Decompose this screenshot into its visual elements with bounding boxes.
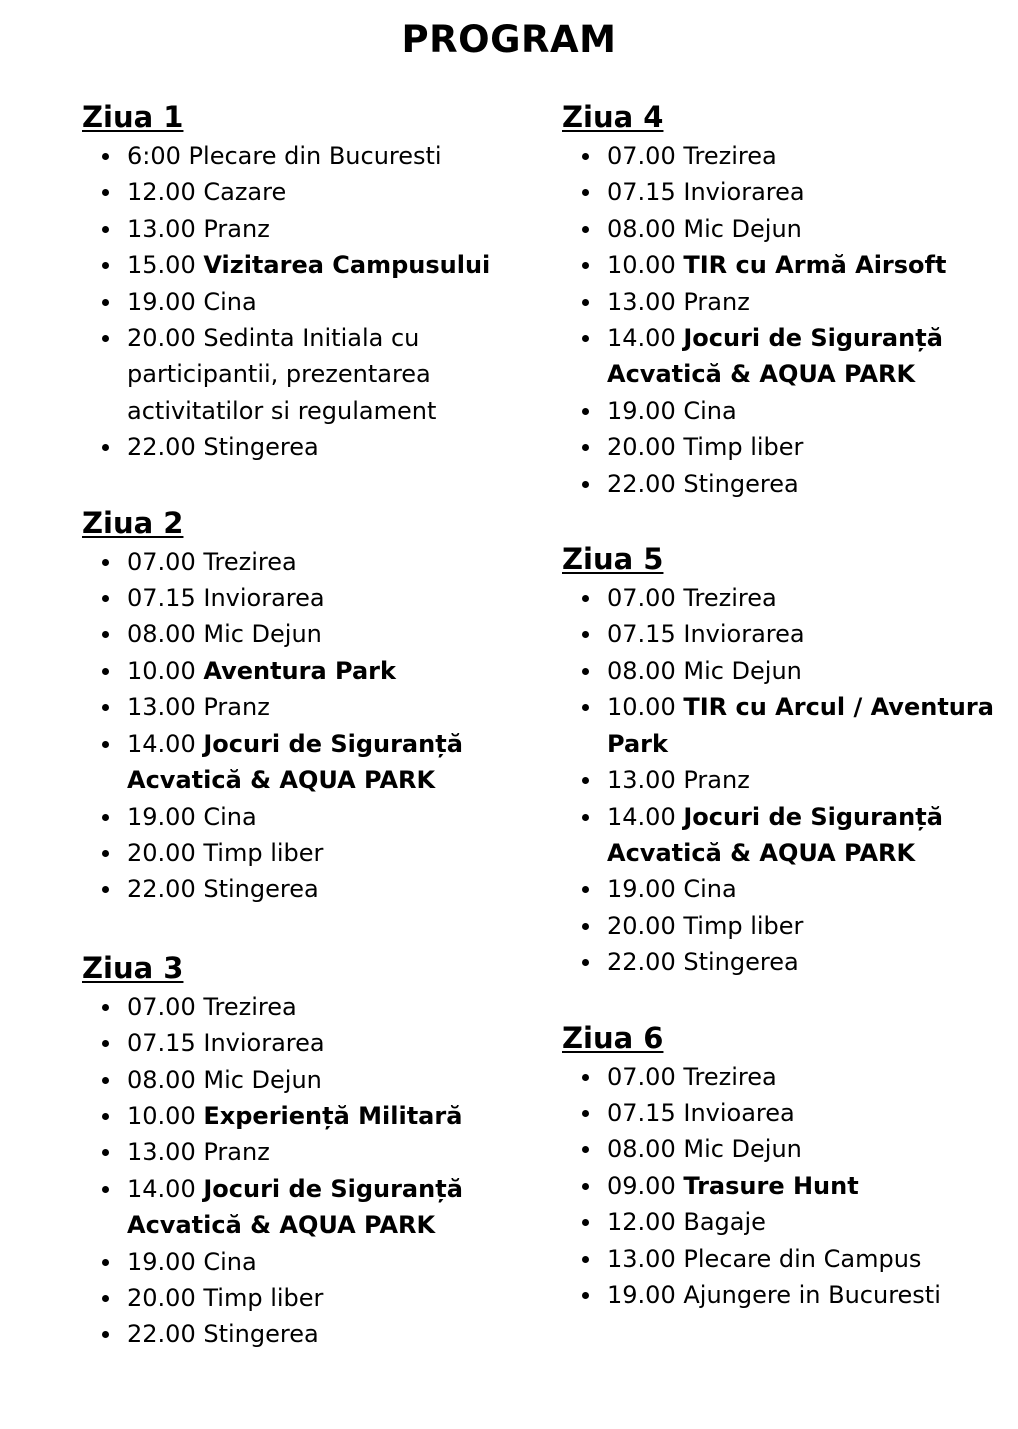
schedule-item	[607, 466, 1002, 502]
schedule-item	[607, 1059, 1002, 1095]
schedule-item	[127, 871, 522, 907]
schedule-time: 13.00	[127, 1138, 196, 1167]
schedule-time: 08.00	[127, 620, 196, 649]
schedule-activity: Sedinta Initiala cu participantii, prezentarea activitatilor si regulament	[127, 324, 437, 425]
schedule-item	[607, 762, 1002, 798]
schedule-activity: TIR cu Arcul / Aventura Park	[607, 693, 994, 758]
schedule-item	[607, 174, 1002, 210]
day-heading: Ziua 5	[562, 542, 664, 577]
schedule-item	[607, 616, 1002, 652]
schedule-activity: Ajungere in Bucuresti	[683, 1280, 941, 1309]
schedule-item	[607, 247, 1002, 283]
schedule-activity: Experiență Militară	[203, 1101, 463, 1130]
schedule-activity: Inviorarea	[683, 178, 805, 207]
schedule-item	[607, 429, 1002, 465]
schedule-item	[607, 1204, 1002, 1240]
schedule-time: 12.00	[127, 178, 196, 207]
schedule-activity: Stingerea	[203, 875, 319, 904]
schedule-time: 12.00	[607, 1208, 676, 1237]
schedule-activity: Trezirea	[683, 1062, 777, 1091]
schedule-item	[127, 1134, 522, 1170]
schedule-time: 10.00	[127, 656, 196, 685]
schedule-activity: Stingerea	[683, 469, 799, 498]
schedule-time: 10.00	[607, 251, 676, 280]
schedule-time: 14.00	[607, 802, 676, 831]
schedule-list	[82, 138, 522, 466]
schedule-item	[127, 1171, 522, 1244]
schedule-activity: Vizitarea Campusului	[203, 251, 491, 280]
schedule-activity: Cina	[203, 1247, 257, 1276]
schedule-time: 07.15	[127, 1029, 196, 1058]
schedule-time: 08.00	[127, 1065, 196, 1094]
schedule-activity: Stingerea	[203, 1320, 319, 1349]
schedule-time: 08.00	[607, 1135, 676, 1164]
schedule-item	[607, 393, 1002, 429]
schedule-activity: Inviorarea	[203, 584, 325, 613]
day-heading: Ziua 4	[562, 100, 664, 134]
schedule-time: 15.00	[127, 251, 196, 280]
schedule-time: 20.00	[607, 433, 676, 462]
day-heading: Ziua 6	[562, 1020, 664, 1055]
schedule-time: 13.00	[607, 766, 676, 795]
schedule-activity: Cina	[203, 802, 257, 831]
schedule-item	[607, 211, 1002, 247]
schedule-item	[127, 616, 522, 652]
schedule-activity: Timp liber	[683, 911, 804, 940]
schedule-activity: Jocuri de Siguranță Acvatică & AQUA PARK	[127, 1174, 463, 1240]
page-title: PROGRAM	[401, 18, 617, 61]
schedule-activity: Aventura Park	[203, 656, 396, 685]
schedule-item	[607, 1277, 1002, 1313]
schedule-time: 19.00	[127, 1247, 196, 1276]
schedule-time: 22.00	[127, 875, 196, 904]
schedule-item	[607, 871, 1002, 907]
schedule-activity: Pranz	[683, 287, 750, 316]
schedule-activity: Plecare din Bucuresti	[188, 142, 442, 170]
schedule-activity: Mic Dejun	[203, 620, 322, 649]
schedule-time: 07.00	[607, 584, 676, 613]
schedule-item	[127, 284, 522, 320]
schedule-time: 20.00	[607, 911, 676, 940]
schedule-activity: Pranz	[203, 693, 270, 722]
schedule-activity: Pranz	[683, 766, 750, 795]
schedule-activity: Pranz	[203, 214, 270, 243]
schedule-item	[127, 544, 522, 580]
schedule-item	[607, 799, 1002, 872]
schedule-item	[127, 1098, 522, 1134]
schedule-activity: TIR cu Armă Airsoft	[683, 251, 947, 280]
schedule-list	[562, 138, 1002, 502]
section-spacer	[82, 466, 522, 504]
schedule-activity: Timp liber	[203, 838, 324, 867]
day-heading: Ziua 3	[82, 950, 184, 985]
schedule-time: 20.00	[127, 324, 196, 353]
schedule-item	[127, 1280, 522, 1316]
schedule-time: 07.15	[607, 1098, 676, 1127]
schedule-item	[127, 247, 522, 283]
day-section	[562, 540, 1002, 980]
schedule-item	[127, 1316, 522, 1352]
schedule-item	[607, 1095, 1002, 1131]
schedule-activity: Timp liber	[203, 1283, 324, 1312]
schedule-item	[127, 1025, 522, 1061]
schedule-time: 07.00	[127, 547, 196, 576]
schedule-time: 22.00	[607, 469, 676, 498]
section-spacer	[562, 502, 1002, 540]
schedule-item	[607, 580, 1002, 616]
schedule-time: 19.00	[607, 1280, 676, 1309]
schedule-time: 10.00	[607, 693, 676, 722]
day-heading: Ziua 2	[82, 505, 184, 540]
schedule-item	[127, 1062, 522, 1098]
schedule-list	[562, 1059, 1002, 1314]
schedule-time: 07.00	[607, 1062, 676, 1091]
schedule-item	[607, 138, 1002, 174]
schedule-time: 07.15	[607, 178, 676, 207]
schedule-item	[127, 1244, 522, 1280]
schedule-activity: Trezirea	[683, 584, 777, 613]
schedule-time: 22.00	[607, 948, 676, 977]
schedule-list	[82, 989, 522, 1353]
schedule-time: 07.00	[607, 142, 676, 170]
schedule-item	[127, 211, 522, 247]
schedule-time: 07.15	[607, 620, 676, 649]
schedule-item	[127, 429, 522, 465]
schedule-item	[607, 1131, 1002, 1167]
schedule-activity: Trasure Hunt	[683, 1171, 859, 1200]
schedule-time: 10.00	[127, 1101, 196, 1130]
schedule-activity: Cina	[683, 396, 737, 425]
day-section	[562, 1019, 1002, 1314]
schedule-activity: Trezirea	[683, 142, 777, 170]
schedule-item	[127, 726, 522, 799]
schedule-time: 13.00	[607, 1244, 676, 1273]
day-heading: Ziua 1	[82, 100, 184, 134]
schedule-time: 13.00	[127, 214, 196, 243]
left-column	[82, 98, 522, 1353]
schedule-item	[607, 1168, 1002, 1204]
schedule-activity: Jocuri de Siguranță Acvatică & AQUA PARK	[607, 324, 943, 389]
schedule-activity: Bagaje	[683, 1208, 766, 1237]
schedule-activity: Mic Dejun	[683, 214, 802, 243]
schedule-item	[127, 580, 522, 616]
schedule-activity: Jocuri de Siguranță Acvatică & AQUA PARK	[607, 802, 943, 867]
schedule-item	[607, 908, 1002, 944]
schedule-item	[127, 799, 522, 835]
schedule-time: 13.00	[607, 287, 676, 316]
day-section	[82, 98, 522, 466]
schedule-item	[607, 689, 1002, 762]
schedule-item	[127, 835, 522, 871]
schedule-activity: Mic Dejun	[203, 1065, 322, 1094]
schedule-time: 20.00	[127, 1283, 196, 1312]
schedule-time: 08.00	[607, 656, 676, 685]
schedule-item	[127, 320, 522, 429]
schedule-time: 14.00	[127, 729, 196, 758]
schedule-activity: Cina	[203, 287, 257, 316]
schedule-time: 14.00	[127, 1174, 196, 1203]
schedule-activity: Stingerea	[203, 433, 319, 462]
schedule-activity: Timp liber	[683, 433, 804, 462]
schedule-list	[562, 580, 1002, 980]
right-column	[562, 98, 1002, 1313]
day-section	[562, 98, 1002, 502]
schedule-time: 07.00	[127, 992, 196, 1021]
schedule-time: 6:00	[127, 142, 181, 170]
schedule-activity: Invioarea	[683, 1098, 795, 1127]
schedule-time: 08.00	[607, 214, 676, 243]
schedule-activity: Mic Dejun	[683, 656, 802, 685]
schedule-time: 19.00	[607, 875, 676, 904]
schedule-activity: Jocuri de Siguranță Acvatică & AQUA PARK	[127, 729, 463, 795]
schedule-item	[127, 174, 522, 210]
schedule-item	[607, 1241, 1002, 1277]
schedule-time: 22.00	[127, 1320, 196, 1349]
schedule-item	[127, 138, 522, 174]
schedule-activity: Mic Dejun	[683, 1135, 802, 1164]
schedule-time: 19.00	[127, 287, 196, 316]
schedule-item	[607, 284, 1002, 320]
schedule-time: 07.15	[127, 584, 196, 613]
schedule-time: 14.00	[607, 324, 676, 353]
schedule-activity: Inviorarea	[203, 1029, 325, 1058]
schedule-item	[607, 320, 1002, 393]
schedule-item	[127, 689, 522, 725]
schedule-item	[607, 653, 1002, 689]
section-spacer	[562, 981, 1002, 1019]
schedule-time: 20.00	[127, 838, 196, 867]
section-spacer	[82, 908, 522, 949]
schedule-activity: Trezirea	[203, 992, 297, 1021]
schedule-time: 13.00	[127, 693, 196, 722]
schedule-time: 19.00	[607, 396, 676, 425]
schedule-item	[607, 944, 1002, 980]
schedule-item	[127, 653, 522, 689]
day-section	[82, 949, 522, 1353]
schedule-activity: Plecare din Campus	[683, 1244, 922, 1273]
schedule-activity: Trezirea	[203, 547, 297, 576]
schedule-activity: Cina	[683, 875, 737, 904]
schedule-activity: Stingerea	[683, 948, 799, 977]
schedule-activity: Inviorarea	[683, 620, 805, 649]
schedule-list	[82, 544, 522, 908]
schedule-activity: Pranz	[203, 1138, 270, 1167]
day-section	[82, 504, 522, 908]
schedule-activity: Cazare	[203, 178, 287, 207]
schedule-item	[127, 989, 522, 1025]
schedule-time: 09.00	[607, 1171, 676, 1200]
schedule-time: 22.00	[127, 433, 196, 462]
schedule-time: 19.00	[127, 802, 196, 831]
